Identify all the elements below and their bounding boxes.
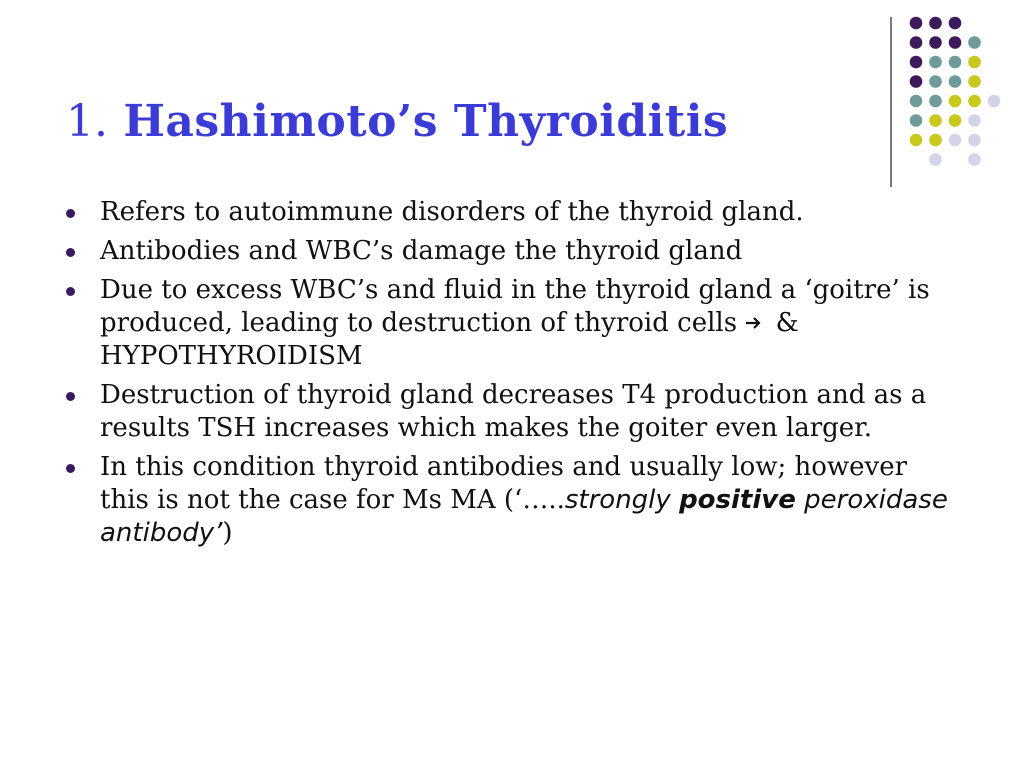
bullet-text: In this condition thyroid antibodies and usually low; however this is not the case for Ms MA (‘….. bbox=[100, 452, 908, 515]
bullet-text-tail: & HYPOTHYROIDISM bbox=[100, 308, 799, 371]
decorative-dot bbox=[929, 17, 942, 30]
decorative-dot bbox=[910, 56, 923, 69]
decorative-dot bbox=[968, 36, 981, 49]
decorative-dot bbox=[929, 75, 942, 88]
decorative-dot bbox=[949, 95, 962, 108]
italic-phrase: strongly bbox=[564, 485, 671, 515]
right-arrow-icon bbox=[745, 307, 767, 340]
bullet-dot-icon bbox=[66, 248, 75, 257]
decorative-dot bbox=[968, 75, 981, 88]
decorative-dot bbox=[929, 153, 942, 166]
decorative-dot bbox=[929, 114, 942, 127]
decorative-dot bbox=[949, 17, 962, 30]
bullet-item bbox=[60, 196, 960, 229]
decorative-dot bbox=[968, 95, 981, 108]
decorative-dot bbox=[910, 17, 923, 30]
bullet-item bbox=[60, 451, 960, 550]
closing-paren: ) bbox=[222, 518, 233, 548]
decorative-dot bbox=[949, 75, 962, 88]
slide-title bbox=[66, 90, 728, 154]
bullet-item bbox=[60, 379, 960, 445]
bullet-dot-icon bbox=[66, 209, 75, 218]
bold-italic-phrase: positive bbox=[679, 485, 796, 515]
bullet-text: Due to excess WBC’s and fluid in the thyroid gland a ‘goitre’ is produced, leading to destruction of thyroid cells bbox=[100, 275, 930, 338]
bullet-list bbox=[60, 196, 960, 556]
decorative-dot bbox=[929, 95, 942, 108]
decorative-dot bbox=[910, 114, 923, 127]
decorative-dot bbox=[949, 114, 962, 127]
decorative-dot bbox=[949, 56, 962, 69]
decorative-dot bbox=[910, 36, 923, 49]
bullet-text: Antibodies and WBC’s damage the thyroid gland bbox=[100, 236, 743, 266]
decorative-dot bbox=[929, 36, 942, 49]
title-divider-line bbox=[890, 17, 892, 187]
bullet-item bbox=[60, 235, 960, 268]
decorative-dot bbox=[929, 134, 942, 147]
decorative-dot bbox=[949, 134, 962, 147]
bullet-dot-icon bbox=[66, 287, 75, 296]
title-text: Hashimoto’s Thyroiditis bbox=[123, 96, 729, 147]
decorative-dot bbox=[968, 114, 981, 127]
decorative-dot bbox=[968, 56, 981, 69]
bullet-dot-icon bbox=[66, 392, 75, 401]
decorative-dot bbox=[910, 95, 923, 108]
bullet-text: Destruction of thyroid gland decreases T4 production and as a results TSH increases which makes the goiter even larger. bbox=[100, 380, 927, 443]
italic-phrase: peroxidase antibody’ bbox=[100, 485, 948, 548]
decorative-dot bbox=[949, 36, 962, 49]
decorative-dot bbox=[929, 56, 942, 69]
decorative-dot bbox=[968, 134, 981, 147]
bullet-text: Refers to autoimmune disorders of the thyroid gland. bbox=[100, 197, 804, 227]
title-number: 1. bbox=[66, 96, 108, 147]
decorative-dot bbox=[968, 153, 981, 166]
decorative-dot bbox=[910, 75, 923, 88]
decorative-dot bbox=[910, 134, 923, 147]
decorative-dot bbox=[988, 95, 1001, 108]
bullet-dot-icon bbox=[66, 464, 75, 473]
bullet-item bbox=[60, 274, 960, 373]
